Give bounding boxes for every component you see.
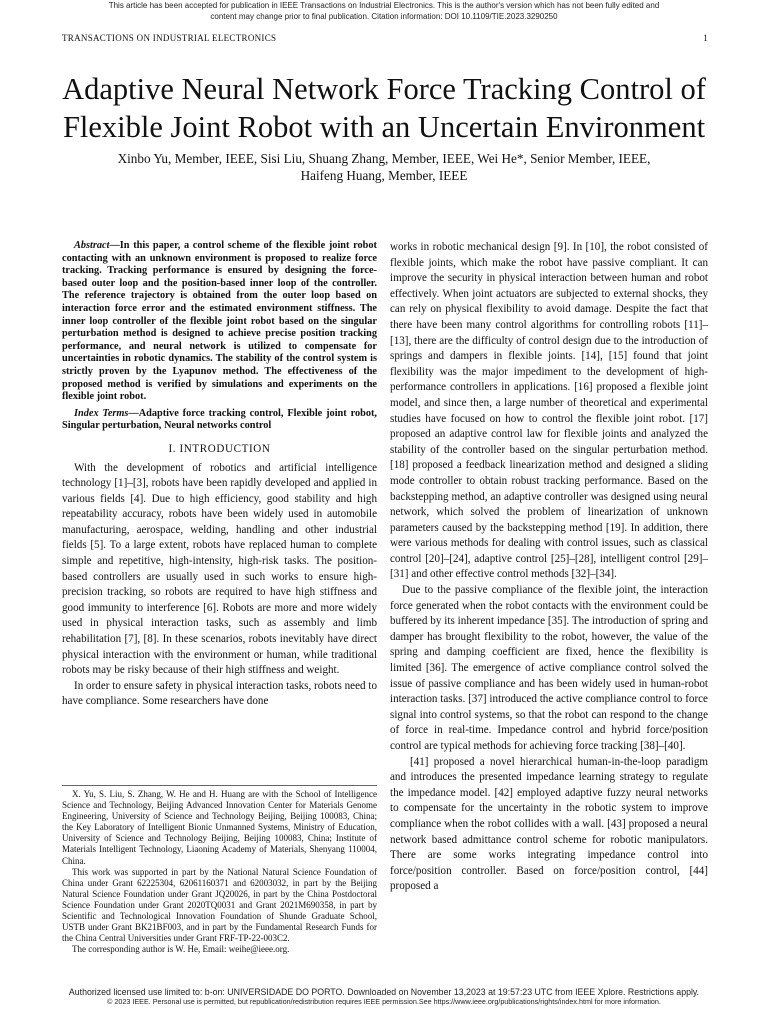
footnote-corresponding: The corresponding author is W. He, Email: weihe@ieee.org. — [72, 944, 290, 955]
paragraph: Due to the passive compliance of the flexible joint, the interaction force generated when the robot contacts with the environment could be buffered by its inherent impedance [35]. The introduction of spring and damper has brought flexibility to the robot, however, the value of the spring and damping coefficient are fixed, hence the flexibility is limited [36]. The emergence of active compliance control solved the issue of passive compliance and has been widely used in human-robot interaction tasks. [37] introduced the active compliance control to force signal into control systems, so that the robot can respond to the change of force in real-time. Impedance control and hybrid force/position control are typical methods for achieving force tracking [38]–[40]. — [390, 584, 708, 752]
notice-line-2: content may change prior to final publication. Citation information: DOI 10.1109/TIE.2023.3290250 — [210, 12, 558, 21]
running-header — [62, 33, 708, 43]
paragraph: [41] proposed a novel hierarchical human-in-the-loop paradigm and introduces the presented impedance learning strategy to regulate the impedance model. [42] employed adaptive fuzzy neural networks to compensate for the uncertainty in the robotic system to improve compliance when the robot collides with a wall. [43] proposed a neural network based admittance control scheme for robotic manipulators. There are some works integrating impedance control into force/position controller. Based on force/position control, [44] proposed a — [390, 755, 708, 893]
paper-title — [40, 70, 728, 146]
journal-name: TRANSACTIONS ON INDUSTRIAL ELECTRONICS — [62, 33, 277, 43]
index-terms-text: —Adaptive force tracking control, Flexible joint robot, Singular perturbation, Neural networks control — [62, 407, 377, 432]
abstract-text: —In this paper, a control scheme of the flexible joint robot contacting with an unknown environment is proposed to realize force tracking. Tracking performance is ensured by designing the force-based outer loop and the position-based inner loop of the controller. The reference trajectory is obtained from the outer loop based on interaction force error and the estimated environment stiffness. The inner loop controller of the flexible joint robot based on the singular perturbation method is designed to achieve precise position tracking performance, and neural network is utilized to compensate for uncertainties in robotic dynamics. The stability of the control system is strictly proven by the Lyapunov method. The effectiveness of the proposed method is verified by simulations and experiments on the flexible joint robot. — [62, 240, 377, 403]
author-list — [40, 150, 728, 184]
paragraph: With the development of robotics and artificial intelligence technology [1]–[3], robots have been rapidly developed and applied in various fields [4]. Due to high efficiency, good stability and high repeatability accuracy, robots have been widely used in automobile manufacturing, aerospace, welding, handling and other industrial fields [5]. To a large extent, robots have replaced human to complete simple and repetitive, high-intensity, high-risk tasks. The position-based controllers are usually used in such works to ensure high-precision tracking, so robots are required to have high stiffness and good immunity to interference [6]. Robots are more and more widely used in physical interaction tasks, such as assembly and limb rehabilitation [7], [8]. In these scenarios, robots inevitably have direct physical interaction with the environment or human, while traditional robots may be risky because of their high stiffness and weight. — [62, 461, 377, 677]
left-column — [62, 240, 377, 710]
title-line-1: Adaptive Neural Network Force Tracking Control of — [62, 72, 706, 106]
index-terms-label: Index Terms — [74, 407, 129, 419]
footnote-affiliation: X. Yu, S. Liu, S. Zhang, W. He and H. Huang are with the School of Intelligence Science and Technology, Beijing Advanced Innovation Center for Materials Genome Engineering, University of Science and Technology Beijing, Beijing 100083, China; the Key Laboratory of Intelligent Bionic Unmanned Systems, Ministry of Education, University of Science and Technology Beijing, Beijing 100083, China; Institute of Materials Intelligent Technology, Liaoning Academy of Materials, Shenyang 110004, China. — [62, 789, 377, 866]
paragraph: works in robotic mechanical design [9]. In [10], the robot consisted of flexible joints, which make the robot have passive compliant. It can improve the security in physical interaction between human and robot effectively. When joint actuators are subjected to external shocks, they can rely on physical flexibility to avoid damage. Despite the fact that there have been many control algorithms for controlling robots [11]–[13], there are the difficulty of control design due to the introduction of springs and dampers in flexible joints. [14], [15] found that joint flexibility was the major impediment to the development of high-performance controllers in applications. [16] proposed a flexible joint model, and since then, a large number of theoretical and experimental studies have focused on how to control the flexible joint robot. [17] proposed an adaptive control law for flexible joints and analyzed the stability of the controller based on the singular perturbation method. [18] proposed a feedback linearization method and designed a sliding mode controller to obtain robust tracking performance. Based on the backstepping method, an adaptive controller was designed using neural network, which solved the problem of linearization of unknown parameters caused by the backstepping method [19]. In addition, there were various methods for dealing with control issues, such as classical control [20]–[24], adaptive control [25]–[28], intelligent control [29]–[31] and other effective control methods [32]–[34]. — [390, 241, 708, 581]
footnote-funding: This work was supported in part by the National Natural Science Foundation of China under Grant 62225304, 62061160371 and 62003032, in part by the Beijing Natural Science Foundation under Grant JQ20026, in part by the China Postdoctoral Science Foundation under Grant 2020TQ0031 and Grant 2021M690358, in part by Scientific and Technological Innovation Foundation of Shunde Graduate School, USTB under Grant BK21BF003, and in part by the Fundamental Research Funds for the China Central Universities under Grant FRF-TP-22-003C2. — [62, 866, 377, 944]
abstract — [62, 240, 377, 404]
footnotes — [62, 785, 377, 955]
publication-notice — [0, 0, 768, 22]
copyright-notice: © 2023 IEEE. Personal use is permitted, but republication/redistribution requires IEEE permission.See https://www.ieee.org/publications/rights/index.html for more information. — [107, 997, 661, 1006]
title-line-2: Flexible Joint Robot with an Uncertain Environment — [62, 110, 706, 144]
abstract-label: Abstract — [74, 240, 110, 251]
page-number: 1 — [703, 33, 708, 43]
section-heading: I. INTRODUCTION — [168, 442, 271, 455]
authors-line-2: Haifeng Huang, Member, IEEE — [300, 168, 468, 183]
paragraph: In order to ensure safety in physical interaction tasks, robots need to have compliance. Some researchers have done — [62, 679, 377, 708]
notice-line-1: This article has been accepted for publication in IEEE Transactions on Industrial Electronics. This is the author's version which has not been fully edited and — [108, 1, 660, 10]
right-column — [390, 240, 708, 895]
index-terms — [62, 408, 377, 433]
license-notice: Authorized licensed use limited to: b-on: UNIVERSIDADE DO PORTO. Downloaded on November 13,2023 at 19:57:23 UTC from IEEE Xplore. Restrictions apply. — [68, 987, 700, 997]
authors-line-1: Xinbo Yu, Member, IEEE, Sisi Liu, Shuang Zhang, Member, IEEE, Wei He*, Senior Member, IEEE, — [117, 151, 651, 166]
